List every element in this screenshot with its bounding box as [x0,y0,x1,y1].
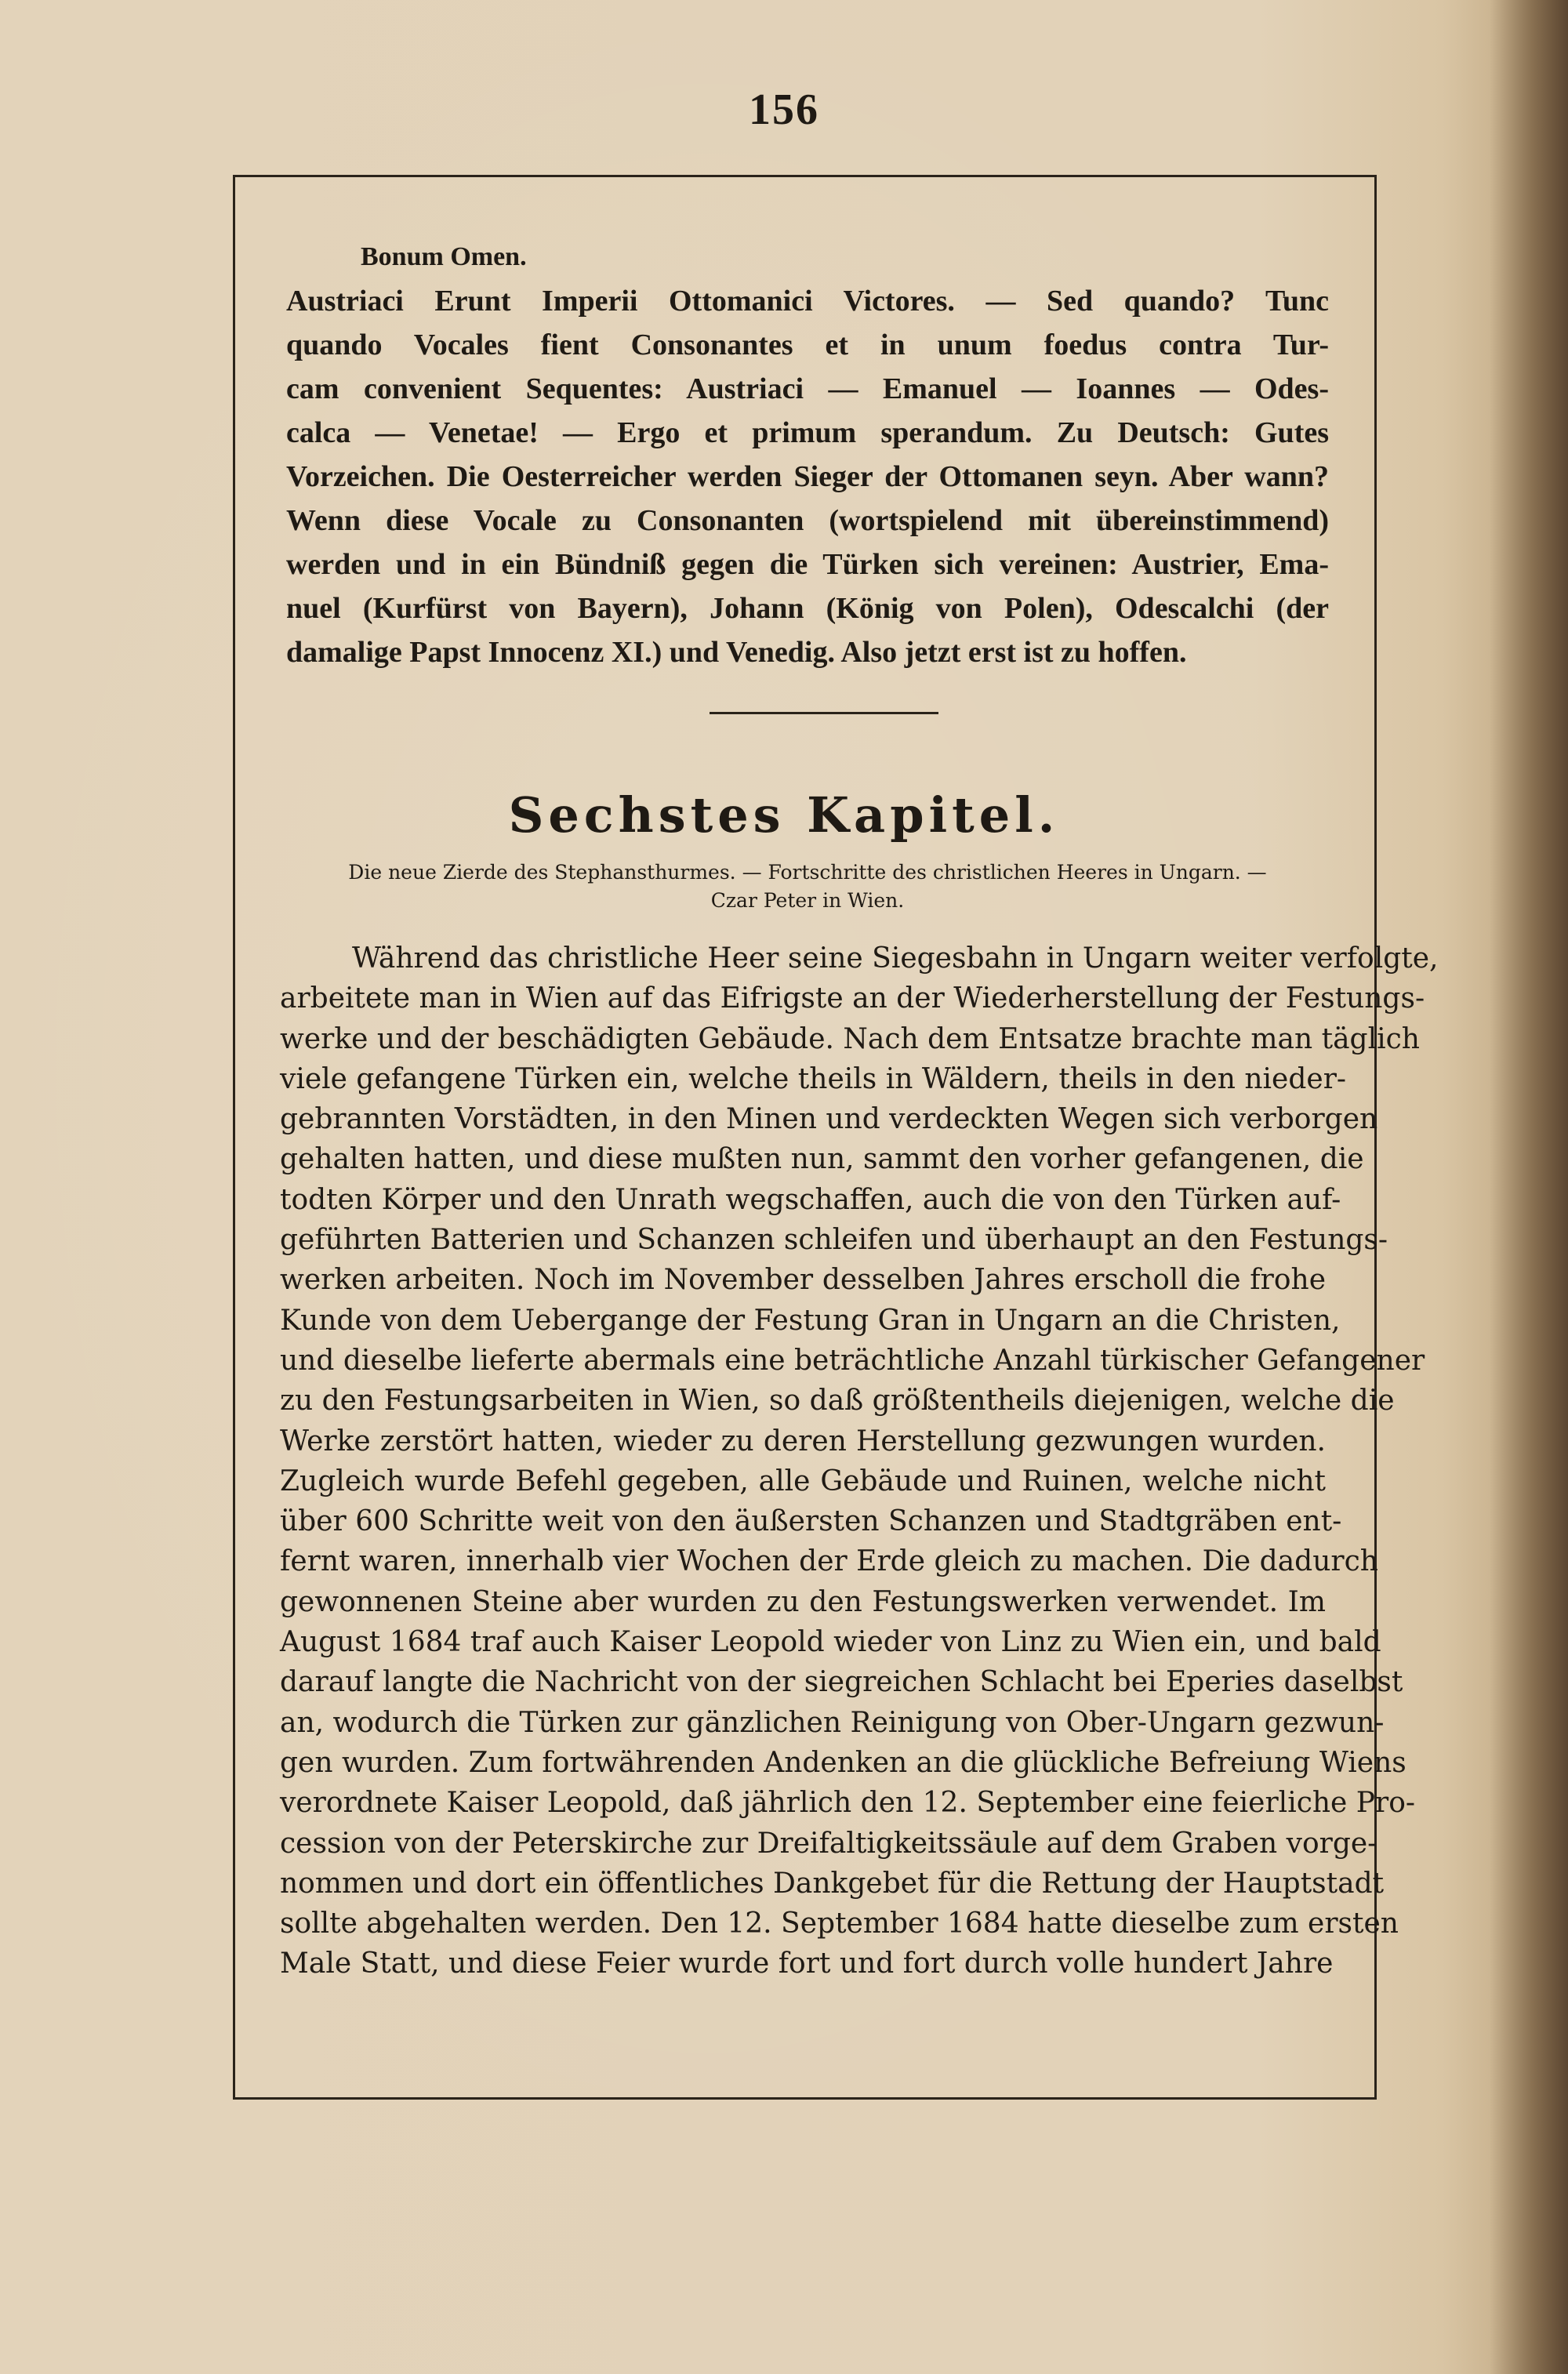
body-line: verordnete Kaiser Leopold, daß jährlich den 12. September eine feierliche Pro- [280,1787,1416,1820]
body-line: arbeitete man in Wien auf das Eifrigste an der Wiederherstellung der Festungs- [280,982,1425,1015]
body-line: geführten Batterien und Schanzen schleifen und überhaupt an den Festungs- [280,1224,1388,1257]
motto-line: damalige Papst Innocenz XI.) und Venedig. Also jetzt erst ist zu hoffen. [286,636,1187,669]
motto-block [286,235,1329,674]
chapter-summary-line: Czar Peter in Wien. [710,889,905,912]
body-line: werken arbeiten. Noch im November desselben Jahres erscholl die frohe [280,1264,1326,1297]
body-line: zu den Festungsarbeiten in Wien, so daß größtentheils diejenigen, welche die [280,1385,1395,1418]
motto-line: Wenn diese Vocale zu Consonanten (wortspielend mit übereinstimmend) [286,504,1329,537]
body-line: August 1684 traf auch Kaiser Leopold wieder von Linz zu Wien ein, und bald [280,1626,1381,1659]
body-line: und dieselbe lieferte abermals eine beträchtliche Anzahl türkischer Gefangener [280,1344,1425,1377]
body-line: Kunde von dem Uebergange der Festung Gran in Ungarn an die Christen, [280,1304,1341,1337]
body-line: cession von der Peterskirche zur Dreifaltigkeitssäule auf dem Graben vorge- [280,1827,1377,1860]
body-line: Male Statt, und diese Feier wurde fort und fort durch volle hundert Jahre [280,1947,1334,1980]
section-divider [710,712,938,714]
body-line: gehalten hatten, und diese mußten nun, sammt den vorher gefangenen, die [280,1143,1364,1176]
motto-line: Vorzeichen. Die Oesterreicher werden Sieger der Ottomanen seyn. Aber wann? [286,460,1329,493]
body-line: über 600 Schritte weit von den äußersten Schanzen und Stadtgräben ent- [280,1505,1342,1538]
body-line: Werke zerstört hatten, wieder zu deren Herstellung gezwungen wurden. [280,1425,1326,1457]
body-line: gen wurden. Zum fortwährenden Andenken an die glückliche Befreiung Wiens [280,1746,1406,1779]
body-line: gewonnenen Steine aber wurden zu den Festungswerken verwendet. Im [280,1585,1326,1618]
body-line: Zugleich wurde Befehl gegeben, alle Gebäude und Ruinen, welche nicht [280,1465,1326,1497]
chapter-summary [282,858,1333,915]
motto-line: nuel (Kurfürst von Bayern), Johann (König von Polen), Odescalchi (der [286,592,1329,625]
motto-line: Austriaci Erunt Imperii Ottomanici Victores. — Sed quando? Tunc [286,285,1329,318]
motto-line: calca — Venetae! — Ergo et primum sperandum. Zu Deutsch: Gutes [286,416,1329,449]
chapter-title: Sechstes Kapitel. [508,786,1060,844]
body-line: sollte abgehalten werden. Den 12. September 1684 hatte dieselbe zum ersten [280,1908,1399,1940]
motto-line: werden und in ein Bündniß gegen die Türken sich vereinen: Austrier, Ema- [286,548,1329,581]
body-line: darauf langte die Nachricht von der siegreichen Schlacht bei Eperies daselbst [280,1666,1403,1699]
body-line: Während das christliche Heer seine Siegesbahn in Ungarn weiter verfolgte, [352,942,1439,975]
chapter-body [280,938,1439,1984]
body-line: viele gefangene Türken ein, welche theils in Wäldern, theils in den nieder- [280,1062,1347,1095]
body-line: todten Körper und den Unrath wegschaffen, auch die von den Türken auf- [280,1183,1341,1216]
motto-title: Bonum Omen. [361,242,527,271]
motto-line: quando Vocales fient Consonantes et in unum foedus contra Tur- [286,329,1329,361]
body-line: nommen und dort ein öffentliches Dankgebet für die Rettung der Hauptstadt [280,1867,1385,1900]
motto-line: cam convenient Sequentes: Austriaci — Emanuel — Ioannes — Odes- [286,372,1329,405]
body-line: werke und der beschädigten Gebäude. Nach dem Entsatze brachte man täglich [280,1022,1420,1055]
page-number: 156 [749,85,819,134]
body-line: gebrannten Vorstädten, in den Minen und verdeckten Wegen sich verborgen [280,1103,1378,1136]
binding-shadow [1490,0,1568,2374]
body-line: fernt waren, innerhalb vier Wochen der Erde gleich zu machen. Die dadurch [280,1545,1378,1578]
body-line: an, wodurch die Türken zur gänzlichen Reinigung von Ober-Ungarn gezwun- [280,1706,1385,1739]
chapter-summary-line: Die neue Zierde des Stephansthurmes. — Fortschritte des christlichen Heeres in Ungarn. — [348,861,1267,884]
